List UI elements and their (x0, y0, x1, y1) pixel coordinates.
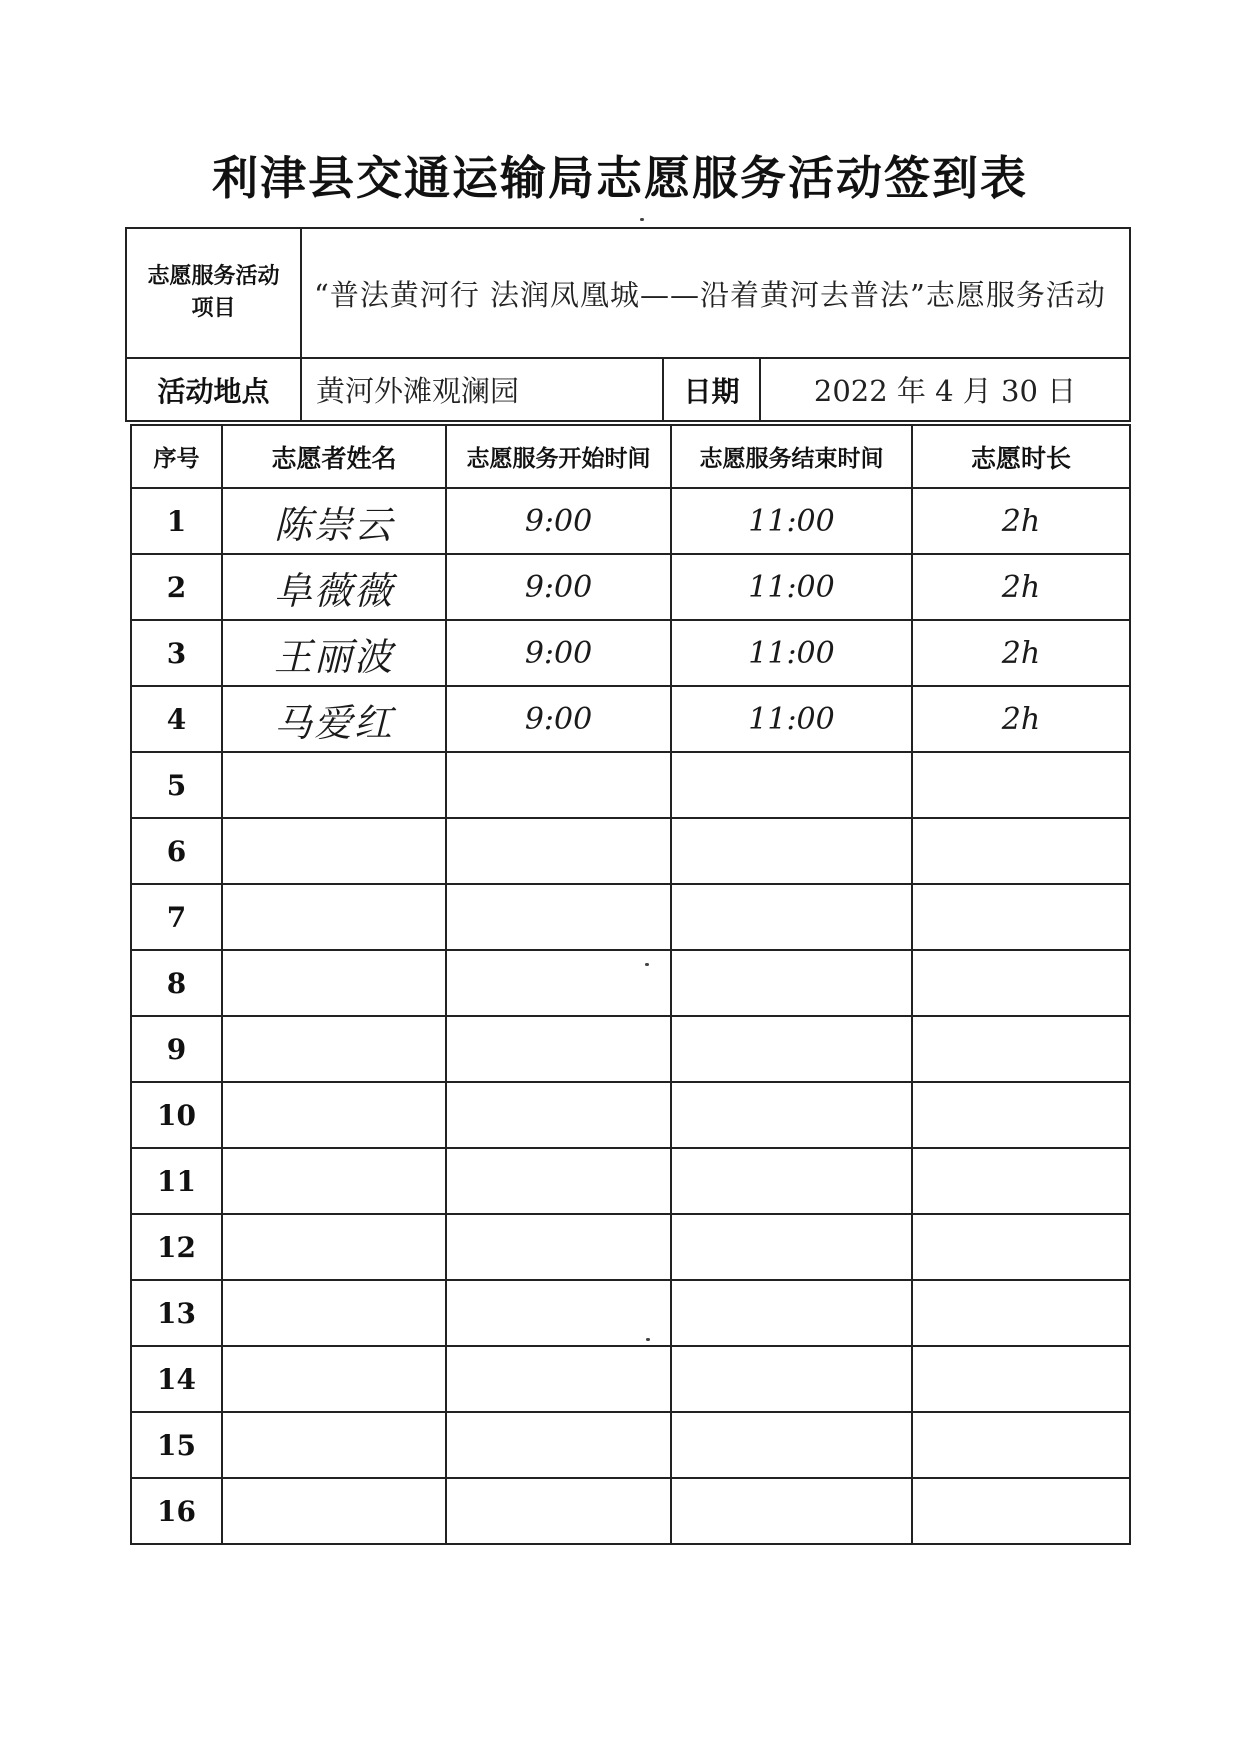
table-row (131, 950, 1130, 1016)
table-row (131, 554, 1130, 620)
row-seq: 6 (131, 818, 222, 884)
row-start-time (446, 752, 671, 818)
row-seq: 16 (131, 1478, 222, 1544)
row-end-time (671, 1082, 912, 1148)
table-row (131, 1082, 1130, 1148)
header-seq: 序号 (131, 425, 222, 488)
row-name (222, 884, 446, 950)
row-duration (912, 1016, 1130, 1082)
table-row (131, 1214, 1130, 1280)
row-seq: 14 (131, 1346, 222, 1412)
row-end-time (671, 1214, 912, 1280)
row-start-time (446, 1082, 671, 1148)
row-seq: 8 (131, 950, 222, 1016)
row-duration: 2h (912, 686, 1130, 752)
row-start-time: 9:00 (446, 488, 671, 554)
header-end: 志愿服务结束时间 (671, 425, 912, 488)
table-row (131, 686, 1130, 752)
row-start-time (446, 950, 671, 1016)
row-end-time: 11:00 (671, 686, 912, 752)
row-name (222, 1148, 446, 1214)
row-start-time (446, 1148, 671, 1214)
row-seq: 10 (131, 1082, 222, 1148)
scan-speck (645, 963, 649, 966)
table-row (131, 1346, 1130, 1412)
row-name: 马爱红 (222, 686, 446, 752)
row-name (222, 1412, 446, 1478)
header-start: 志愿服务开始时间 (446, 425, 671, 488)
table-row (131, 752, 1130, 818)
date-label: 日期 (663, 358, 760, 421)
row-start-time (446, 1478, 671, 1544)
row-duration (912, 884, 1130, 950)
row-start-time (446, 1346, 671, 1412)
row-seq: 3 (131, 620, 222, 686)
row-start-time (446, 1214, 671, 1280)
row-name (222, 950, 446, 1016)
row-end-time (671, 1148, 912, 1214)
row-start-time (446, 1016, 671, 1082)
row-seq: 9 (131, 1016, 222, 1082)
row-start-time: 9:00 (446, 686, 671, 752)
row-start-time: 9:00 (446, 554, 671, 620)
scan-speck (640, 218, 644, 221)
date-value: 2022 年 4 月 30 日 (760, 358, 1130, 421)
row-start-time (446, 884, 671, 950)
row-seq: 5 (131, 752, 222, 818)
row-duration: 2h (912, 488, 1130, 554)
row-end-time (671, 752, 912, 818)
activity-info-table (125, 227, 1131, 422)
row-duration (912, 752, 1130, 818)
row-duration (912, 1346, 1130, 1412)
row-end-time (671, 884, 912, 950)
row-end-time (671, 1412, 912, 1478)
table-row (131, 620, 1130, 686)
row-end-time (671, 818, 912, 884)
row-name (222, 1478, 446, 1544)
row-start-time (446, 1412, 671, 1478)
row-name (222, 1346, 446, 1412)
row-start-time (446, 1280, 671, 1346)
row-name (222, 1016, 446, 1082)
row-name: 王丽波 (222, 620, 446, 686)
row-duration: 2h (912, 620, 1130, 686)
row-end-time: 11:00 (671, 554, 912, 620)
table-row (131, 1016, 1130, 1082)
table-row (131, 1148, 1130, 1214)
header-name: 志愿者姓名 (222, 425, 446, 488)
row-name (222, 752, 446, 818)
row-end-time (671, 1478, 912, 1544)
project-label-line1: 志愿服务活动 (147, 264, 280, 289)
row-seq: 15 (131, 1412, 222, 1478)
table-row (131, 1280, 1130, 1346)
row-seq: 11 (131, 1148, 222, 1214)
location-label: 活动地点 (126, 358, 301, 421)
row-seq: 13 (131, 1280, 222, 1346)
row-start-time: 9:00 (446, 620, 671, 686)
row-seq: 7 (131, 884, 222, 950)
row-seq: 1 (131, 488, 222, 554)
location-value: 黄河外滩观澜园 (301, 358, 663, 421)
row-end-time: 11:00 (671, 620, 912, 686)
table-row (131, 1412, 1130, 1478)
table-row (131, 1478, 1130, 1544)
signin-table (130, 424, 1131, 1545)
row-end-time (671, 1280, 912, 1346)
row-duration (912, 1214, 1130, 1280)
row-end-time (671, 950, 912, 1016)
project-label-line2: 项目 (191, 296, 236, 321)
row-duration (912, 1148, 1130, 1214)
row-duration (912, 818, 1130, 884)
row-seq: 2 (131, 554, 222, 620)
row-duration: 2h (912, 554, 1130, 620)
row-duration (912, 1412, 1130, 1478)
row-end-time (671, 1016, 912, 1082)
row-name (222, 1214, 446, 1280)
row-duration (912, 1082, 1130, 1148)
scan-speck (646, 1338, 650, 1341)
table-row (131, 884, 1130, 950)
header-row (131, 425, 1130, 488)
row-seq: 4 (131, 686, 222, 752)
row-duration (912, 1478, 1130, 1544)
project-label (126, 228, 301, 358)
project-value: “普法黄河行 法润凤凰城——沿着黄河去普法”志愿服务活动 (301, 228, 1130, 358)
row-name (222, 1082, 446, 1148)
row-start-time (446, 818, 671, 884)
document-title: 利津县交通运输局志愿服务活动签到表 (212, 151, 1028, 205)
row-seq: 12 (131, 1214, 222, 1280)
table-row (131, 818, 1130, 884)
row-end-time (671, 1346, 912, 1412)
row-end-time: 11:00 (671, 488, 912, 554)
row-duration (912, 1280, 1130, 1346)
table-row (131, 488, 1130, 554)
row-duration (912, 950, 1130, 1016)
row-name (222, 1280, 446, 1346)
header-duration: 志愿时长 (912, 425, 1130, 488)
row-name: 阜薇薇 (222, 554, 446, 620)
row-name: 陈崇云 (222, 488, 446, 554)
row-name (222, 818, 446, 884)
